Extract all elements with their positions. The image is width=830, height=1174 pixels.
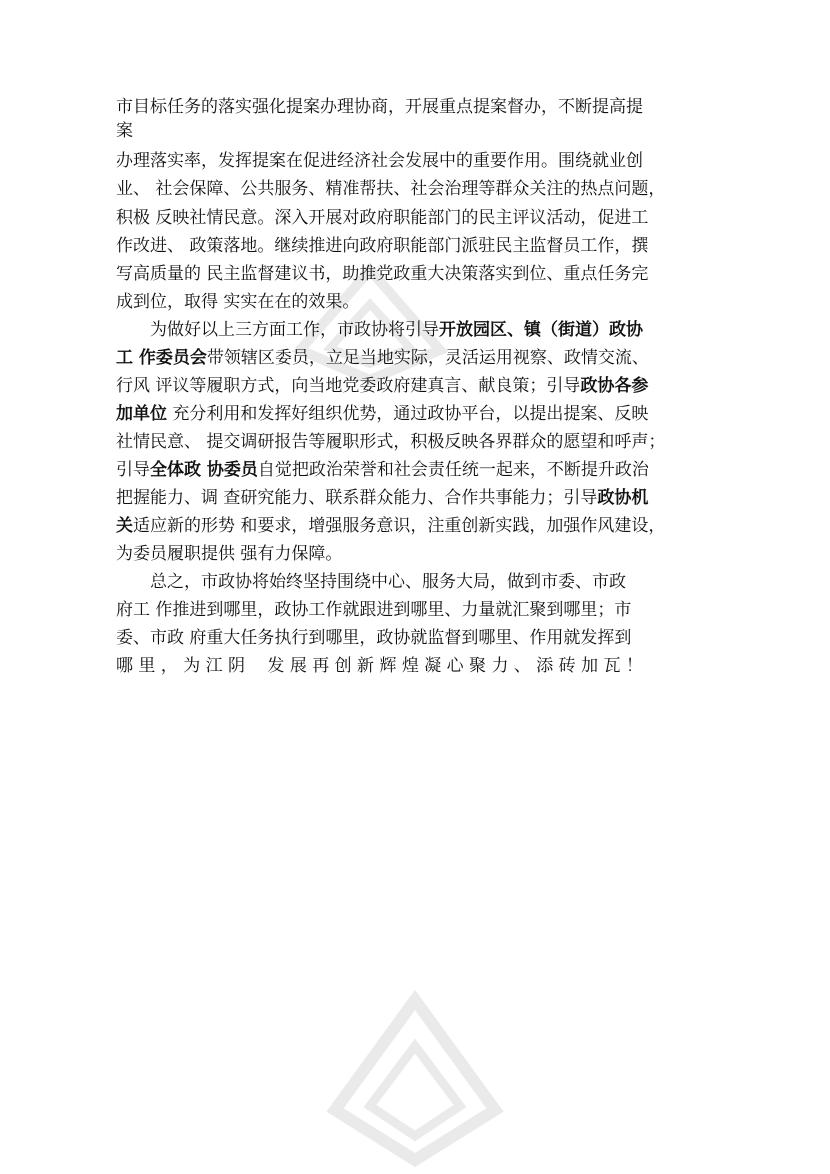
text-line xyxy=(150,571,626,593)
text-line xyxy=(116,291,359,313)
text-line xyxy=(116,235,648,257)
text-line xyxy=(116,207,648,229)
text-line xyxy=(116,375,648,397)
text-line xyxy=(116,178,665,200)
text-run: 成到位，取得 实实在在的效果。 xyxy=(116,292,360,312)
text-run: 为做好以上三方面工作，市政协将引导 xyxy=(150,320,439,340)
text-run: 总之，市政协将始终坚持围绕中心、服务大局，做到市委、市政 xyxy=(150,572,626,592)
text-run: 办理落实率，发挥提案在促进经济社会发展中的重要作用。围绕就业创 xyxy=(116,151,643,171)
text-run: 行风 评议等履职方式，向当地党委政府建真言、献良策；引导 xyxy=(116,376,581,396)
text-line xyxy=(116,263,648,285)
text-line xyxy=(116,96,643,118)
text-run: 哪 里 ， 为 江 阴 发 展 再 创 新 辉 煌 凝 心 聚 力 、 添 砖 加 瓦 ！ xyxy=(116,656,643,676)
bold-text-run: 关 xyxy=(116,516,133,536)
watermark-shape-lower xyxy=(320,960,510,1174)
text-line xyxy=(116,431,665,453)
text-run: 业、 社会保障、公共服务、精准帮扶、社会治理等群众关注的热点问题， xyxy=(116,179,666,199)
text-run: 带领辖区委员，立足当地实际，灵活运用视察、政情交流、 xyxy=(206,348,649,368)
text-line xyxy=(116,487,648,509)
text-run: 委、市政 府重大任务执行到哪里，政协就监督到哪里、作用就发挥到 xyxy=(116,628,632,648)
text-line xyxy=(116,347,649,369)
text-run: 积极 反映社情民意。深入开展对政府职能部门的民主评议活动，促进工 xyxy=(116,208,649,228)
text-line xyxy=(116,120,133,142)
bold-text-run: 政协各参 xyxy=(580,376,649,396)
text-run: 引导 xyxy=(116,460,150,480)
text-line xyxy=(116,543,342,565)
text-run: 市目标任务的落实强化提案办理协商，开展重点提案督办，不断提高提 xyxy=(116,97,643,117)
text-line xyxy=(116,515,665,537)
bold-text-run: 全体政 协委员 xyxy=(150,460,258,480)
text-run: 适应新的形势 和要求，增强服务意识，注重创新实践，加强作风建设， xyxy=(133,516,666,536)
text-run: 案 xyxy=(116,121,133,141)
text-run: 充分利用和发挥好组织优势，通过政协平台，以提出提案、反映 xyxy=(167,404,649,424)
text-line xyxy=(116,599,631,621)
text-line xyxy=(116,655,643,677)
text-run: 为委员履职提供 强有力保障。 xyxy=(116,544,343,564)
text-run: 社情民意、 提交调研报告等履职形式，积极反映各界群众的愿望和呼声； xyxy=(116,432,666,452)
bold-text-run: 政协机 xyxy=(597,488,649,508)
text-run: 自觉把政治荣誉和社会责任统一起来，不断提升政治 xyxy=(257,460,649,480)
bold-text-run: 工 作委员会 xyxy=(116,348,207,368)
text-run: 把握能力、调 查研究能力、联系群众能力、合作共事能力；引导 xyxy=(116,488,598,508)
text-line xyxy=(116,459,649,481)
text-line xyxy=(150,319,643,341)
bold-text-run: 开放园区、镇（街道）政协 xyxy=(439,320,643,340)
text-run: 作改进、 政策落地。继续推进向政府职能部门派驻民主监督员工作，撰 xyxy=(116,236,649,256)
text-line xyxy=(116,150,643,172)
bold-text-run: 加单位 xyxy=(116,404,167,424)
text-line xyxy=(116,403,648,425)
text-run: 府工 作推进到哪里，政协工作就跟进到哪里、力量就汇聚到哪里；市 xyxy=(116,600,632,620)
text-line xyxy=(116,627,631,649)
text-run: 写高质量的 民主监督建议书，助推党政重大决策落实到位、重点任务完 xyxy=(116,264,649,284)
